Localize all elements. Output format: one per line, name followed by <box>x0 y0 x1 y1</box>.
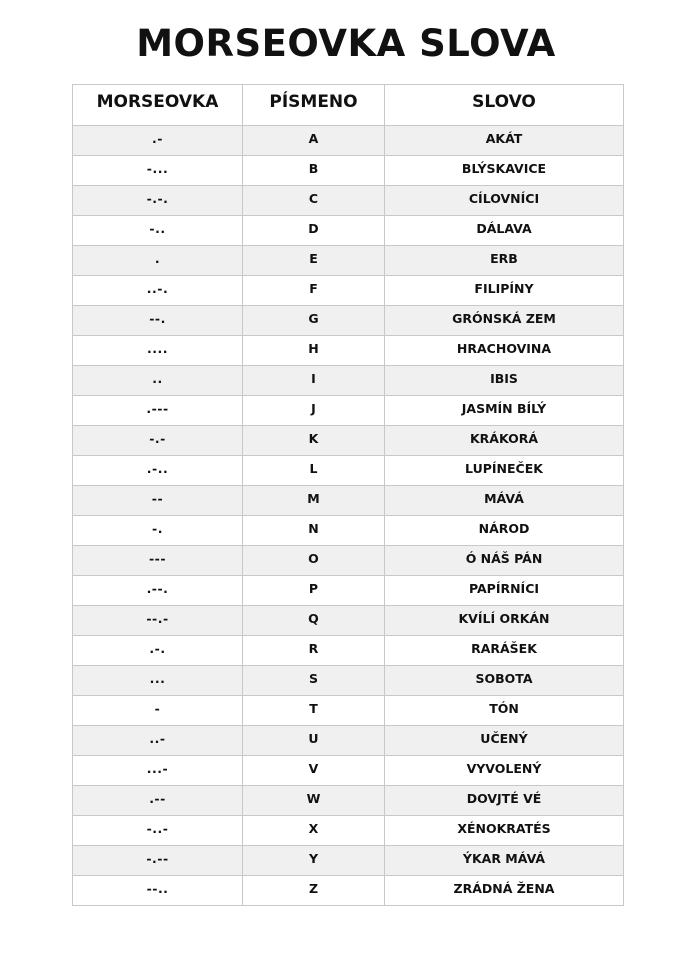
morse-cell: --- <box>73 546 243 576</box>
word-cell: NÁROD <box>385 516 624 546</box>
morse-cell: ..-. <box>73 276 243 306</box>
word-cell: KRÁKORÁ <box>385 426 624 456</box>
morse-cell: -... <box>73 156 243 186</box>
table-header-row <box>73 85 624 126</box>
letter-cell: N <box>243 516 385 546</box>
table-row <box>73 576 624 606</box>
table-row <box>73 696 624 726</box>
morse-cell: -. <box>73 516 243 546</box>
word-cell: DÁLAVA <box>385 216 624 246</box>
word-cell: MÁVÁ <box>385 486 624 516</box>
table-row <box>73 396 624 426</box>
morse-cell: --.- <box>73 606 243 636</box>
table-row <box>73 816 624 846</box>
morse-cell: -- <box>73 486 243 516</box>
morse-cell: -.. <box>73 216 243 246</box>
morse-cell: ...- <box>73 756 243 786</box>
morse-cell: -..- <box>73 816 243 846</box>
table-row <box>73 276 624 306</box>
letter-cell: F <box>243 276 385 306</box>
morse-cell: .... <box>73 336 243 366</box>
table-row <box>73 786 624 816</box>
table-row <box>73 186 624 216</box>
letter-cell: W <box>243 786 385 816</box>
morse-cell: --.. <box>73 876 243 906</box>
morse-cell: .. <box>73 366 243 396</box>
word-cell: GRÓNSKÁ ZEM <box>385 306 624 336</box>
page-title: MORSEOVKA SLOVA <box>136 22 556 65</box>
morse-cell: .--- <box>73 396 243 426</box>
word-cell: CÍLOVNÍCI <box>385 186 624 216</box>
letter-cell: Y <box>243 846 385 876</box>
morse-cell: .-.. <box>73 456 243 486</box>
word-cell: HRACHOVINA <box>385 336 624 366</box>
table-row <box>73 156 624 186</box>
table-row <box>73 606 624 636</box>
table-row <box>73 516 624 546</box>
header-morse: MORSEOVKA <box>73 85 243 126</box>
word-cell: KVÍLÍ ORKÁN <box>385 606 624 636</box>
word-cell: RARÁŠEK <box>385 636 624 666</box>
word-cell: IBIS <box>385 366 624 396</box>
table-row <box>73 486 624 516</box>
word-cell: BLÝSKAVICE <box>385 156 624 186</box>
word-cell: ÝKAR MÁVÁ <box>385 846 624 876</box>
table-row <box>73 876 624 906</box>
morse-cell: ... <box>73 666 243 696</box>
letter-cell: H <box>243 336 385 366</box>
letter-cell: B <box>243 156 385 186</box>
morse-cell: .- <box>73 126 243 156</box>
word-cell: FILIPÍNY <box>385 276 624 306</box>
morse-cell: - <box>73 696 243 726</box>
word-cell: ZRÁDNÁ ŽENA <box>385 876 624 906</box>
letter-cell: Z <box>243 876 385 906</box>
morse-cell: -.- <box>73 426 243 456</box>
letter-cell: O <box>243 546 385 576</box>
word-cell: SOBOTA <box>385 666 624 696</box>
word-cell: PAPÍRNÍCI <box>385 576 624 606</box>
letter-cell: E <box>243 246 385 276</box>
morse-cell: .--. <box>73 576 243 606</box>
morse-table <box>72 84 624 906</box>
table-row <box>73 726 624 756</box>
table-row <box>73 336 624 366</box>
morse-cell: .-. <box>73 636 243 666</box>
morse-cell: ..- <box>73 726 243 756</box>
letter-cell: V <box>243 756 385 786</box>
letter-cell: J <box>243 396 385 426</box>
letter-cell: Q <box>243 606 385 636</box>
letter-cell: C <box>243 186 385 216</box>
word-cell: XÉNOKRATÉS <box>385 816 624 846</box>
table-row <box>73 246 624 276</box>
table-row <box>73 756 624 786</box>
header-word: SLOVO <box>385 85 624 126</box>
morse-cell: --. <box>73 306 243 336</box>
table-row <box>73 366 624 396</box>
table-row <box>73 666 624 696</box>
letter-cell: K <box>243 426 385 456</box>
word-cell: UČENÝ <box>385 726 624 756</box>
table-row <box>73 426 624 456</box>
letter-cell: A <box>243 126 385 156</box>
morse-cell: -.-- <box>73 846 243 876</box>
letter-cell: X <box>243 816 385 846</box>
header-letter: PÍSMENO <box>243 85 385 126</box>
letter-cell: P <box>243 576 385 606</box>
word-cell: TÓN <box>385 696 624 726</box>
letter-cell: U <box>243 726 385 756</box>
table-row <box>73 126 624 156</box>
word-cell: JASMÍN BÍLÝ <box>385 396 624 426</box>
table-row <box>73 636 624 666</box>
letter-cell: G <box>243 306 385 336</box>
table-row <box>73 846 624 876</box>
letter-cell: L <box>243 456 385 486</box>
word-cell: LUPÍNEČEK <box>385 456 624 486</box>
table-row <box>73 306 624 336</box>
table-row <box>73 456 624 486</box>
letter-cell: R <box>243 636 385 666</box>
letter-cell: M <box>243 486 385 516</box>
table-row <box>73 216 624 246</box>
letter-cell: D <box>243 216 385 246</box>
morse-cell: .-- <box>73 786 243 816</box>
word-cell: VYVOLENÝ <box>385 756 624 786</box>
word-cell: DOVJTÉ VÉ <box>385 786 624 816</box>
word-cell: Ó NÁŠ PÁN <box>385 546 624 576</box>
word-cell: AKÁT <box>385 126 624 156</box>
letter-cell: I <box>243 366 385 396</box>
morse-cell: . <box>73 246 243 276</box>
letter-cell: S <box>243 666 385 696</box>
word-cell: ERB <box>385 246 624 276</box>
table-row <box>73 546 624 576</box>
letter-cell: T <box>243 696 385 726</box>
morse-cell: -.-. <box>73 186 243 216</box>
table-body <box>73 126 624 906</box>
